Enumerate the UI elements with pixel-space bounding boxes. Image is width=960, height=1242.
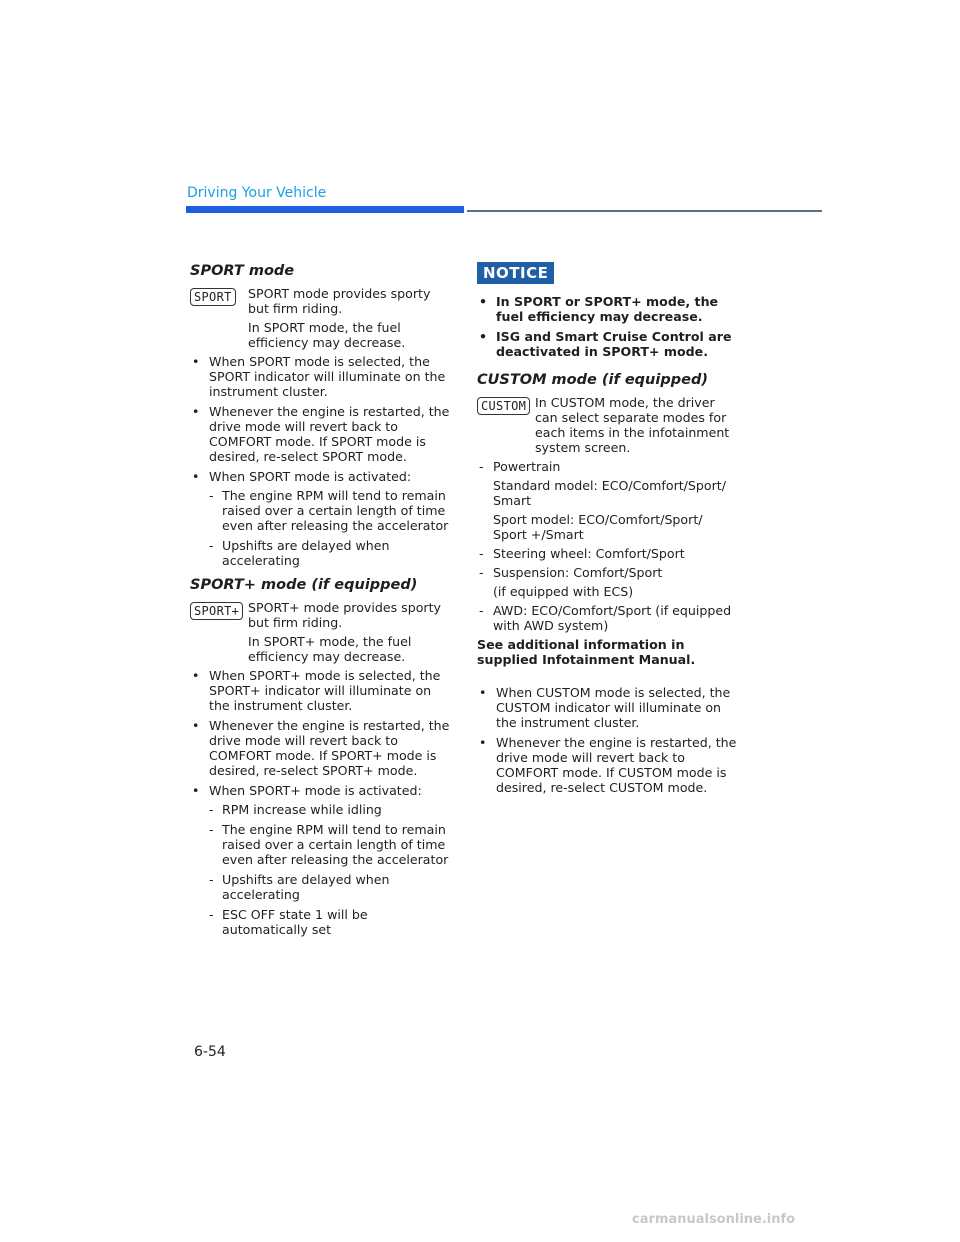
list-item-text: When SPORT+ mode is activated: [209,783,422,798]
sportplus-intro-text: In SPORT+ mode, the fuel efficiency may decrease. [248,634,412,664]
sub-list-item: - ESC OFF state 1 will be automatically set [209,907,452,937]
custom-mode-section [477,371,739,795]
sportplus-intro-text: SPORT+ mode provides sporty but firm riding. [248,600,441,630]
list-item-text: - Powertrain [493,459,561,474]
list-item [477,459,739,542]
list-item: • Whenever the engine is restarted, the drive mode will revert back to COMFORT mode. If CUSTOM mode is desired, re-select CUSTOM mode. [477,735,739,795]
header-title: Driving Your Vehicle [187,185,327,201]
notice-label: NOTICE [477,262,554,284]
sport-mode-heading: SPORT mode [190,263,295,279]
sportplus-mode-intro [190,600,452,664]
page-number: 6-54 [194,1044,226,1060]
custom-intro-text: In CUSTOM mode, the driver can select separate modes for each items in the infotainment system screen. [535,395,730,455]
list-item [190,783,452,937]
list-item: • When CUSTOM mode is selected, the CUSTOM indicator will illuminate on the instrument cluster. [477,685,739,730]
sportplus-mode-heading: SPORT+ mode (if equipped) [190,577,418,593]
list-item-text: When SPORT mode is activated: [209,469,412,484]
custom-mode-heading: CUSTOM mode (if equipped) [477,372,708,388]
custom-options-list [477,459,739,633]
list-item-text: (if equipped with ECS) [493,584,634,599]
infotainment-note: See additional information in supplied Infotainment Manual. [477,637,696,667]
list-item: • Whenever the engine is restarted, the drive mode will revert back to COMFORT mode. If SPORT mode is desired, re-select SPORT mode. [190,404,452,464]
list-item: • When SPORT+ mode is selected, the SPORT+ indicator will illuminate on the instrument cluster. [190,668,452,713]
sub-list-item: - The engine RPM will tend to remain raised over a certain length of time even after releasing the accelerator [209,822,452,867]
sub-list-item: - Upshifts are delayed when accelerating [209,538,452,568]
list-item: - AWD: ECO/Comfort/Sport (if equipped with AWD system) [477,603,739,633]
sport-bullet-list [190,354,452,568]
header-bar-accent [186,206,464,213]
notice-section [477,262,739,359]
list-item-text: Standard model: ECO/Comfort/Sport/ Smart [493,478,726,508]
sub-list-item: - Upshifts are delayed when accelerating [209,872,452,902]
list-item-text: Sport model: ECO/Comfort/Sport/ Sport +/Smart [493,512,703,542]
left-column [190,262,452,942]
list-item: - Steering wheel: Comfort/Sport [477,546,739,561]
sport-intro-text: SPORT mode provides sporty but firm riding. [248,286,431,316]
sportplus-indicator-icon: SPORT+ [190,602,243,620]
notice-bullet-list [477,294,739,359]
custom-bullet-list [477,685,739,795]
watermark: carmanualsonline.info [632,1212,796,1227]
sportplus-mode-section [190,576,452,937]
sport-mode-section [190,262,452,568]
list-item [190,469,452,568]
right-column [477,262,739,800]
sport-sub-list [209,488,452,568]
sport-mode-intro [190,286,452,350]
list-item: • ISG and Smart Cruise Control are deactivated in SPORT+ mode. [477,329,739,359]
list-item [477,565,739,599]
list-item: • In SPORT or SPORT+ mode, the fuel efficiency may decrease. [477,294,739,324]
custom-indicator-icon: CUSTOM [477,397,530,415]
list-item: • When SPORT mode is selected, the SPORT indicator will illuminate on the instrument cluster. [190,354,452,399]
list-item-text: - Suspension: Comfort/Sport [493,565,663,580]
header-bar-line [467,210,822,212]
sportplus-bullet-list [190,668,452,937]
sub-list-item: - The engine RPM will tend to remain raised over a certain length of time even after releasing the accelerator [209,488,452,533]
sport-indicator-icon: SPORT [190,288,236,306]
sport-intro-text: In SPORT mode, the fuel efficiency may decrease. [248,320,406,350]
list-item: • Whenever the engine is restarted, the drive mode will revert back to COMFORT mode. If SPORT+ mode is desired, re-select SPORT+ mode. [190,718,452,778]
sportplus-sub-list [209,802,452,937]
sub-list-item: - RPM increase while idling [209,802,452,817]
custom-mode-intro [477,395,739,455]
